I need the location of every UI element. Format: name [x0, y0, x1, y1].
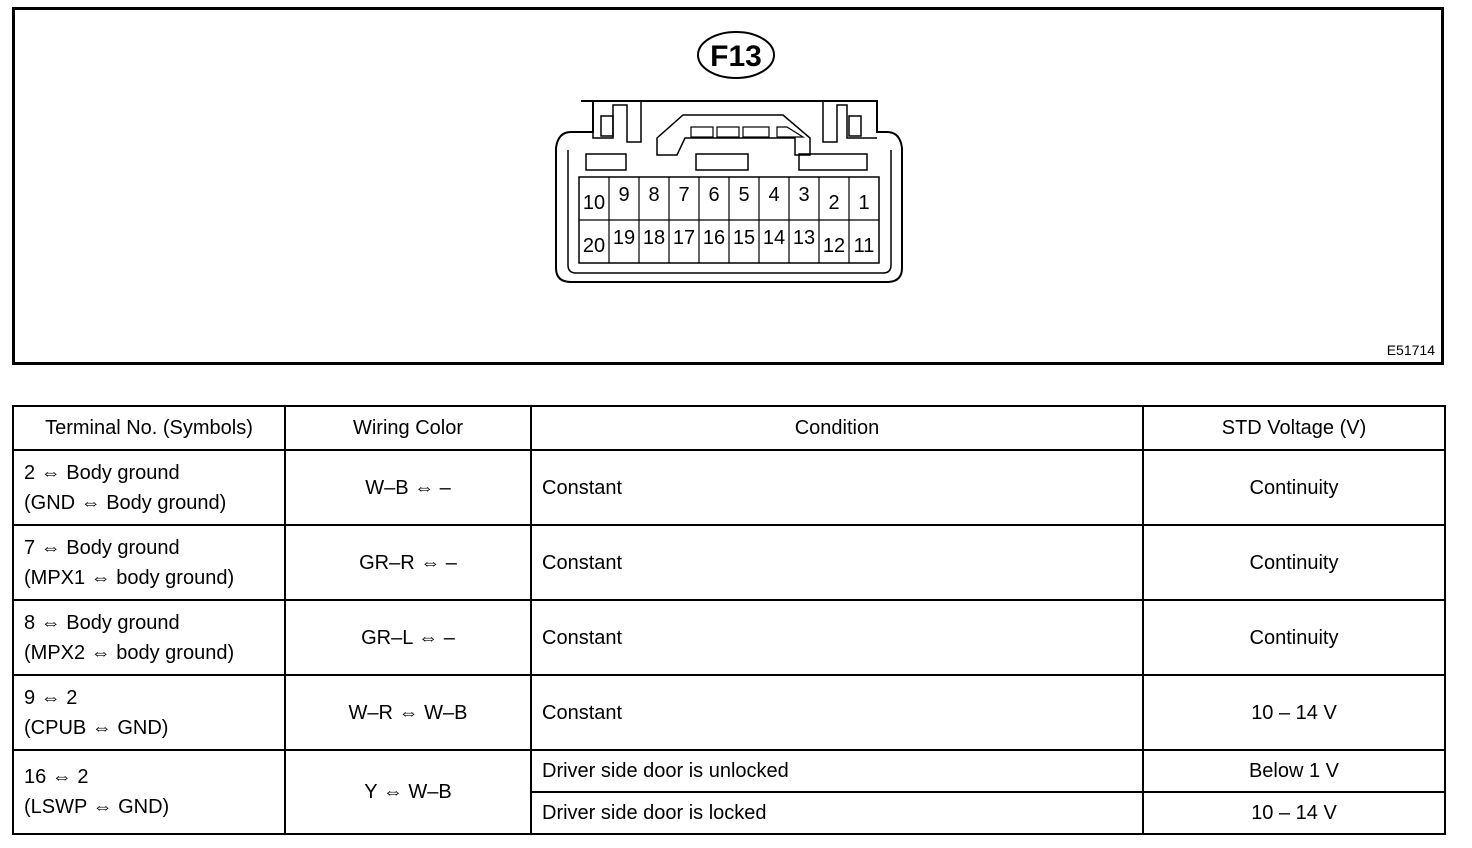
voltage-cell: Continuity: [1143, 600, 1445, 675]
wiring-color-cell: Y ⇔ W–B: [285, 750, 531, 834]
pin-number: 10: [582, 192, 606, 214]
condition-cell: Driver side door is locked: [531, 792, 1143, 834]
terminal-pair: 16 ⇔ 2: [24, 766, 89, 788]
table-row: [13, 525, 1445, 600]
terminal-pair: 2 ⇔ Body ground: [24, 461, 180, 484]
table-row: [13, 450, 1445, 525]
table-header-row: [13, 406, 1445, 450]
pin-number: 1: [858, 192, 870, 214]
terminal-pair: 9 ⇔ 2: [24, 686, 78, 709]
terminal-pair: 7 ⇔ Body ground: [24, 536, 180, 559]
pin-number: 15: [732, 227, 756, 249]
header-terminal: Terminal No. (Symbols): [13, 406, 285, 450]
pin-number: 16: [702, 227, 726, 249]
wiring-color-cell: GR–R ⇔ –: [285, 525, 531, 600]
terminal-symbols: (LSWP ⇔ GND): [24, 796, 170, 818]
voltage-cell: Continuity: [1143, 525, 1445, 600]
lock-slot: [743, 127, 769, 137]
terminal-cell: [13, 450, 285, 525]
voltage-cell: 10 – 14 V: [1143, 675, 1445, 750]
pin-number: 5: [738, 184, 750, 206]
pin-number: 7: [678, 184, 690, 206]
pin-number: 14: [762, 227, 786, 249]
pin-number: 20: [582, 235, 606, 257]
terminal-symbols: (GND ⇔ Body ground): [24, 491, 227, 514]
terminal-cell: [13, 675, 285, 750]
table-row: [13, 675, 1445, 750]
pin-number: 13: [792, 227, 816, 249]
wiring-color-cell: GR–L ⇔ –: [285, 600, 531, 675]
terminal-pair: 8 ⇔ Body ground: [24, 611, 180, 634]
connector-figure: [12, 7, 1444, 365]
connector-latch-left: [593, 101, 641, 142]
voltage-cell: Below 1 V: [1143, 750, 1445, 792]
terminal-symbols: (CPUB ⇔ GND): [24, 716, 169, 739]
wiring-color-cell: W–R ⇔ W–B: [285, 675, 531, 750]
pin-number: 2: [828, 192, 840, 214]
pin-cells: [579, 177, 879, 263]
condition-cell: Constant: [531, 600, 1143, 675]
connector-diagram: [15, 10, 1441, 362]
figure-id: E51714: [1386, 342, 1435, 358]
lock-slot: [691, 127, 713, 137]
pin-number: 3: [798, 184, 810, 206]
table-row: [13, 600, 1445, 675]
terminal-cell: [13, 600, 285, 675]
terminal-cell: [13, 525, 285, 600]
lock-slot: [717, 127, 739, 137]
connector-label: F13: [710, 40, 762, 73]
connector-key-left: [601, 116, 613, 136]
pin-number: 9: [618, 184, 630, 206]
pin-number: 17: [672, 227, 696, 249]
pin-number: 8: [648, 184, 660, 206]
voltage-cell: Continuity: [1143, 450, 1445, 525]
pin-number: 12: [822, 235, 846, 257]
pin-number: 4: [768, 184, 780, 206]
condition-cell: Driver side door is unlocked: [531, 750, 1143, 792]
guide-bar-center: [696, 154, 748, 170]
header-condition: Condition: [531, 406, 1143, 450]
table-row: [13, 750, 1445, 792]
guide-bar-left: [586, 154, 626, 170]
spec-table: [12, 405, 1446, 835]
pin-number: 18: [642, 227, 666, 249]
terminal-symbols: (MPX1 ⇔ body ground): [24, 566, 235, 589]
header-wiring-color: Wiring Color: [285, 406, 531, 450]
pin-number: 6: [708, 184, 720, 206]
voltage-cell: 10 – 14 V: [1143, 792, 1445, 834]
pin-number: 19: [612, 227, 636, 249]
wiring-color-cell: W–B ⇔ –: [285, 450, 531, 525]
condition-cell: Constant: [531, 450, 1143, 525]
header-std-voltage: STD Voltage (V): [1143, 406, 1445, 450]
terminal-cell: [13, 750, 285, 834]
pin-number: 11: [853, 235, 875, 257]
condition-cell: Constant: [531, 525, 1143, 600]
connector-key-right: [849, 116, 861, 136]
terminal-symbols: (MPX2 ⇔ body ground): [24, 641, 235, 664]
condition-cell: Constant: [531, 675, 1143, 750]
guide-bar-right: [799, 154, 867, 170]
connector-lock-tab: [657, 115, 810, 155]
